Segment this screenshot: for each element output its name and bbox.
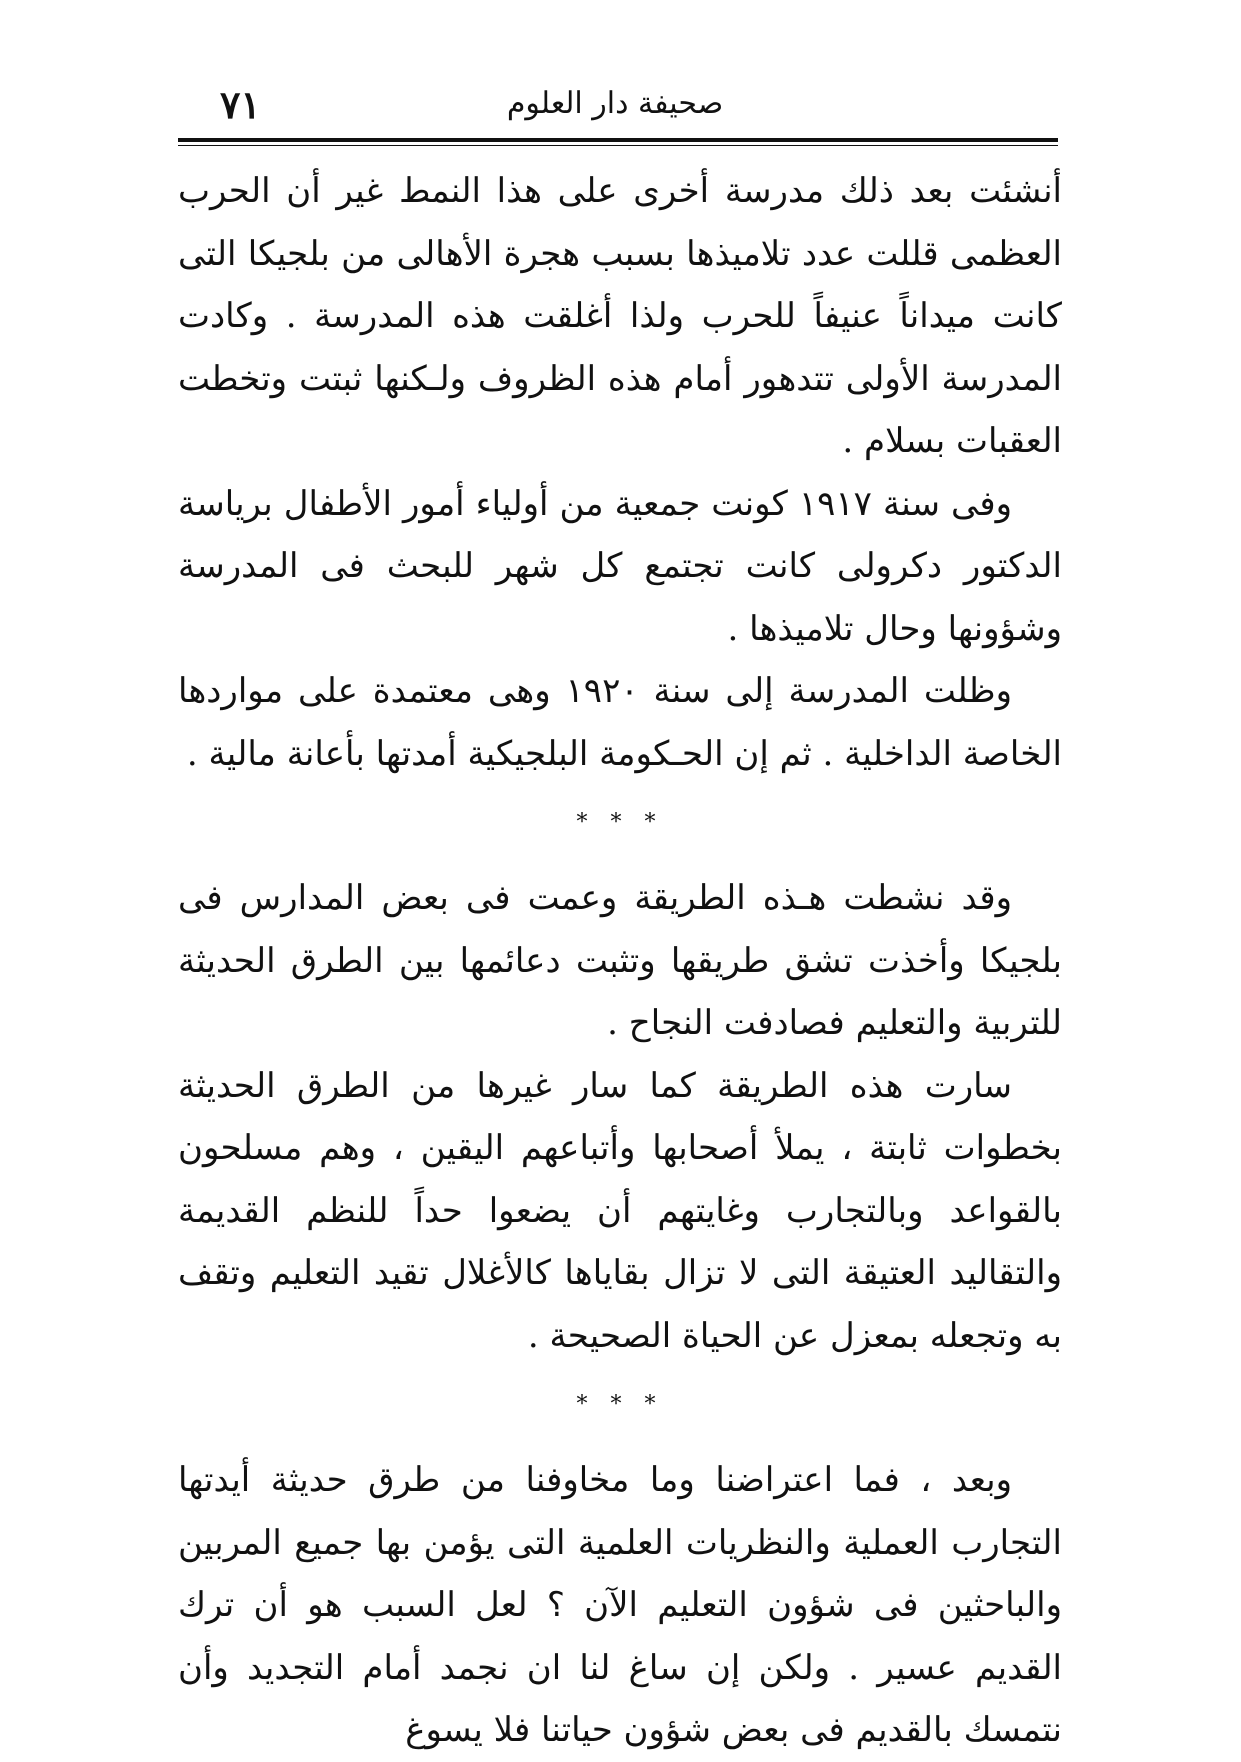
section-separator: * * * bbox=[576, 810, 664, 835]
running-title: صحيفة دار العلوم bbox=[506, 86, 724, 121]
paragraph: وفى سنة ١٩١٧ كونت جمعية من أولياء أمور الأطفال برياسة الدكتور دكرولى كانت تجتمع كل شهر للبحث فى المدرسة وشؤونها وحال تلاميذها . bbox=[178, 483, 1062, 649]
paragraph: وقد نشطت هـذه الطريقة وعمت فى بعض المدارس فى بلجيكا وأخذت تشق طريقها وتثبت دعائمها بين الطرق الحديثة للتربية والتعليم فصادفت النجاح . bbox=[178, 878, 1062, 1043]
section-separator: * * * bbox=[576, 1392, 664, 1417]
paragraph: وظلت المدرسة إلى سنة ١٩٢٠ وهى معتمدة على مواردها الخاصة الداخلية . ثم إن الحـكومة البلجيكية أمدتها بأعانة مالية . bbox=[178, 671, 1062, 774]
paragraph: أنشئت بعد ذلك مدرسة أخرى على هذا النمط غير أن الحرب العظمى قللت عدد تلاميذها بسبب هجرة الأهالى من بلجيكا التى كانت ميداناً عنيفاً للحرب ولذا أغلقت هذه المدرسة . وكادت المدرسة الأولى تتدهور أمام هذه الظروف ولـكنها ثبتت وتخطت العقبات بسلام . bbox=[178, 171, 1062, 461]
page-header bbox=[170, 82, 1060, 132]
paragraph: سارت هذه الطريقة كما سار غيرها من الطرق الحديثة بخطوات ثابتة ، يملأ أصحابها وأتباعهم اليقين ، وهم مسلحون بالقواعد وبالتجارب وغايتهم أن يضعوا حداً للنظم القديمة والتقاليد العتيقة التى لا تزال بقاياها كالأغلال تقيد التعليم وتقف به وتجعله بمعزل عن الحياة الصحيحة . bbox=[178, 1065, 1062, 1356]
header-rule-thin bbox=[178, 145, 1058, 146]
body-text bbox=[178, 160, 1062, 1762]
paragraph: وبعد ، فما اعتراضنا وما مخاوفنا من طرق حديثة أيدتها التجارب العملية والنظريات العلمية التى يؤمن بها جميع المربين والباحثين فى شؤون التعليم الآن ؟ لعل السبب هو أن ترك القديم عسير . ولكن إن ساغ لنا ان نجمد أمام التجديد وأن نتمسك بالقديم فى بعض شؤون حياتنا فلا يسوغ bbox=[178, 1460, 1062, 1750]
header-rule bbox=[178, 138, 1058, 142]
page-number: ٧١ bbox=[220, 82, 261, 127]
